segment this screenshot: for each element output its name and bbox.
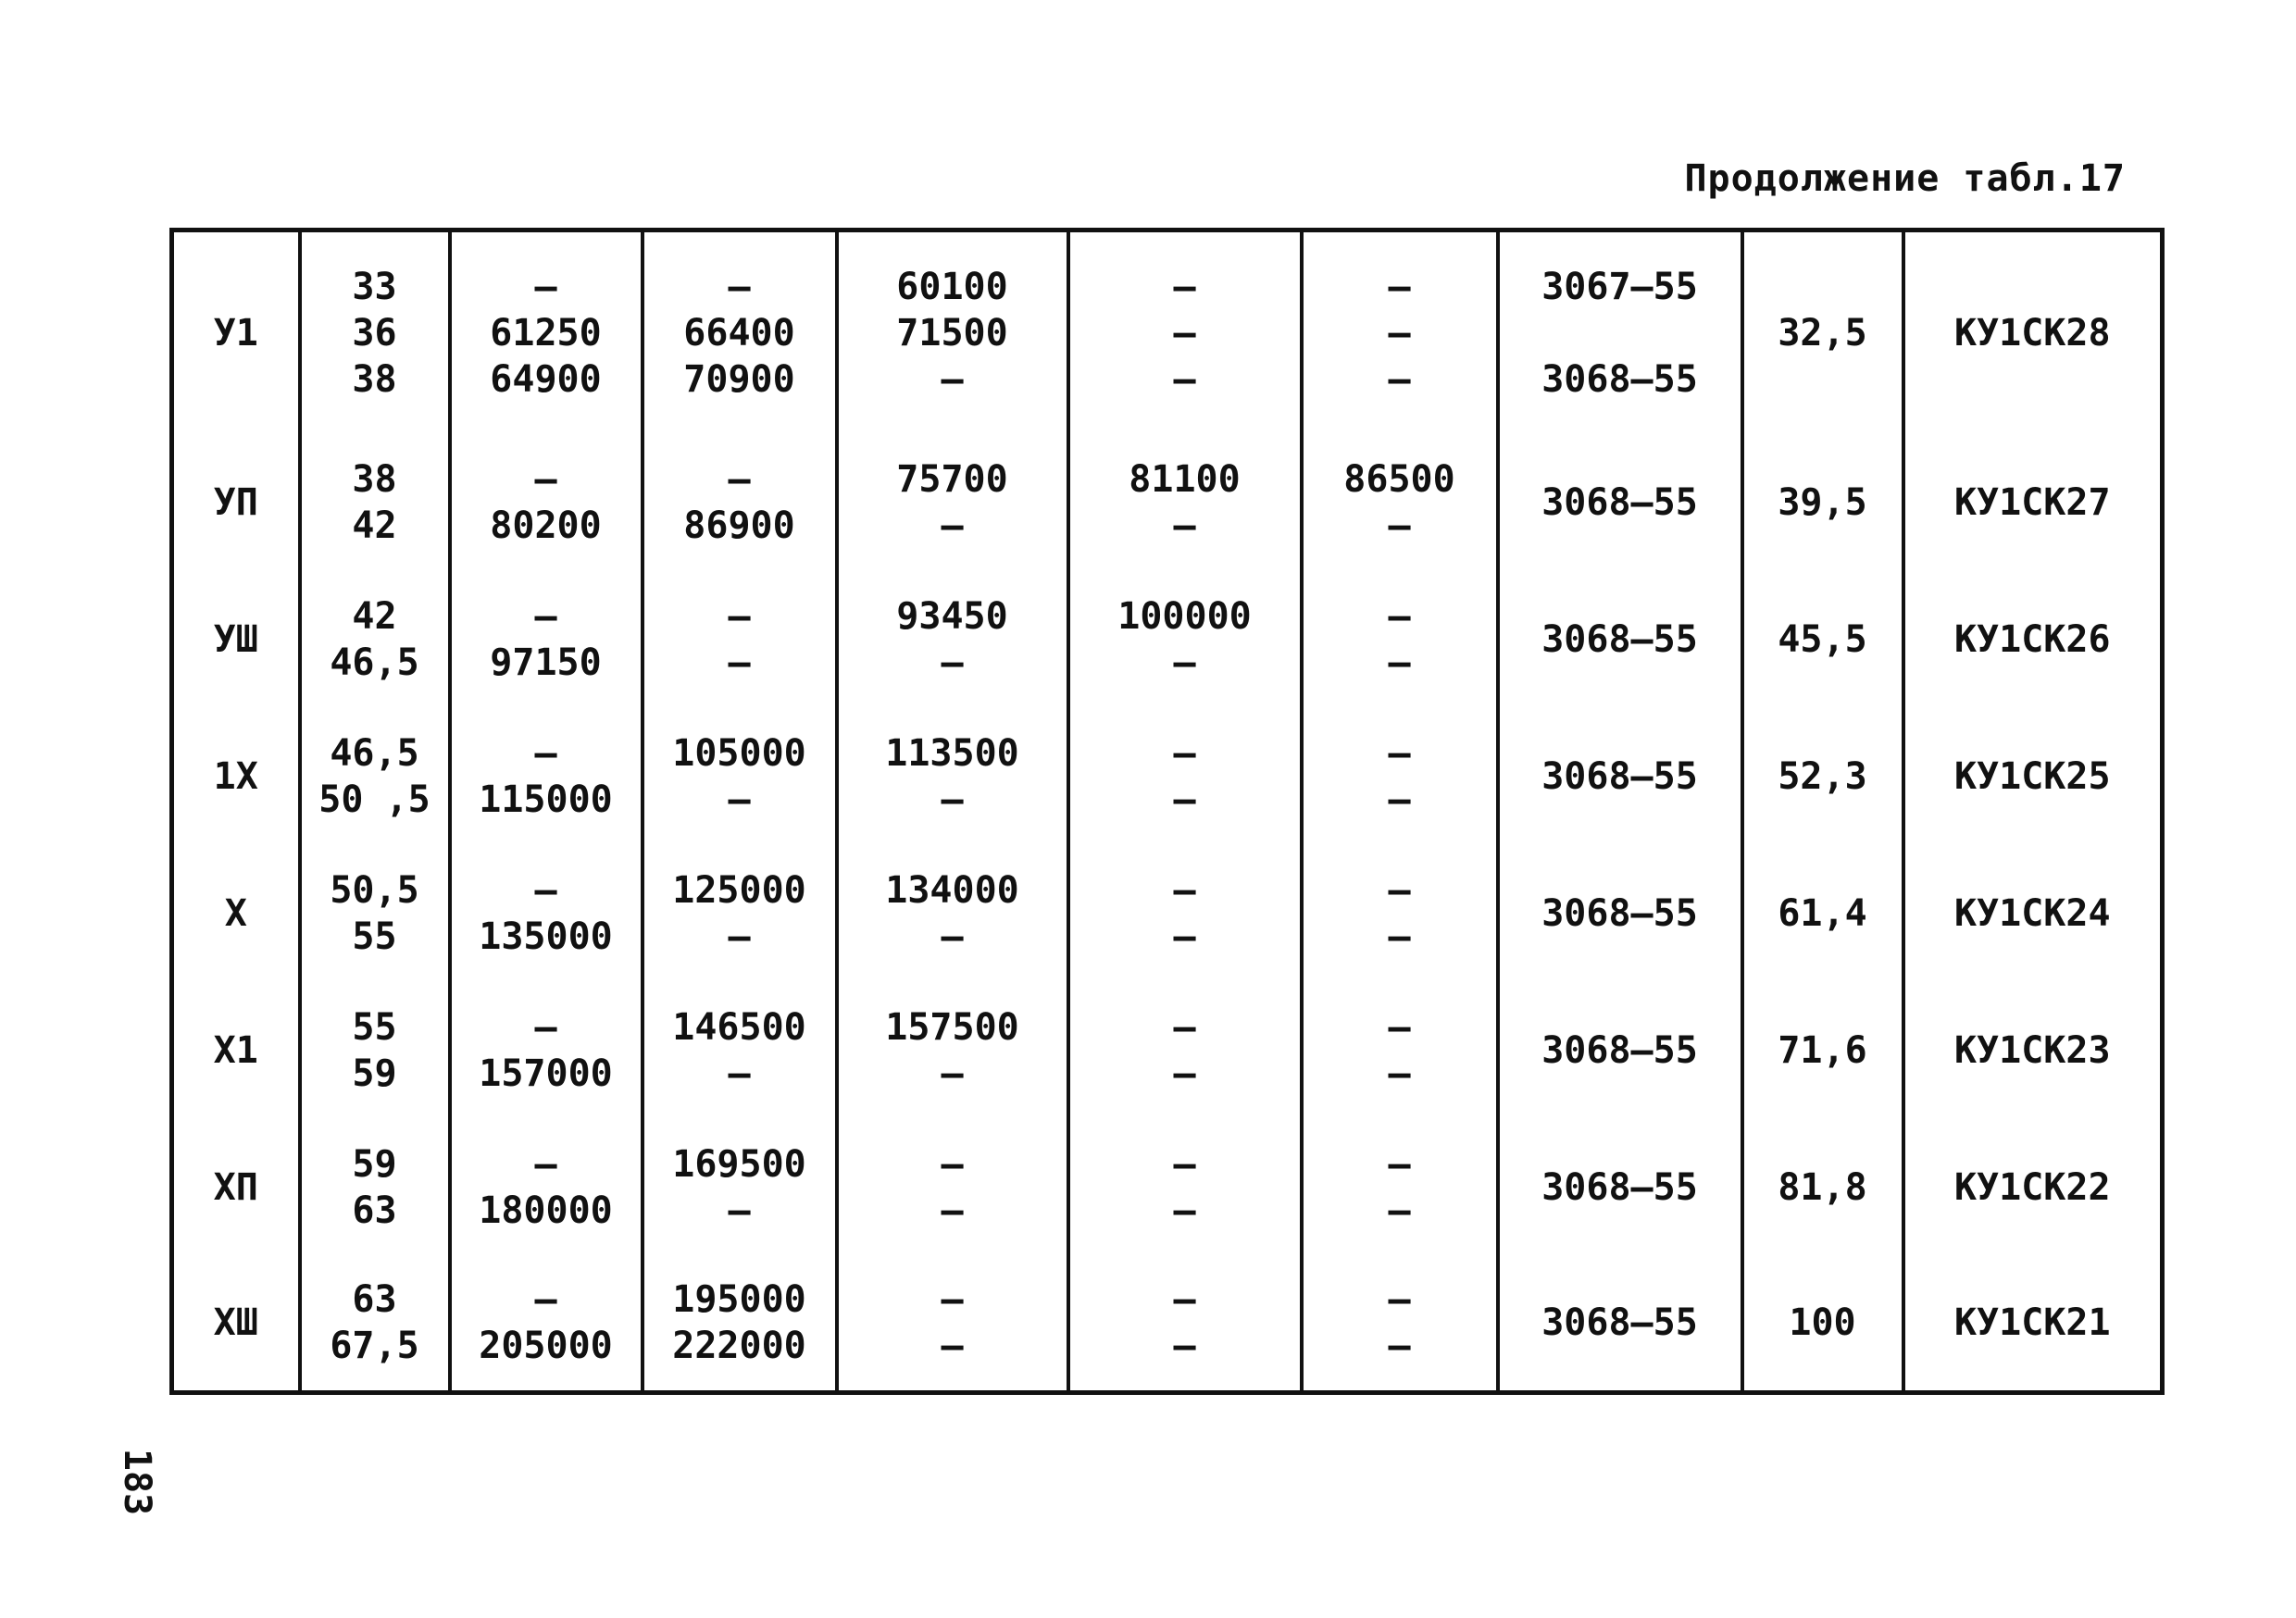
page-number: 183 (116, 1448, 159, 1516)
value-cell: 93450 – (837, 571, 1068, 708)
value-cell: – – (1302, 1119, 1498, 1256)
weight-cell: 32,5 (1742, 230, 1903, 434)
value-cell: – 80200 (450, 434, 643, 571)
value-cell: – – – (1302, 230, 1498, 434)
table-row (172, 230, 2163, 434)
table-row (172, 434, 2163, 571)
value-cell: – – (1302, 982, 1498, 1119)
value-cell: – – (1068, 1119, 1302, 1256)
value-cell: – 66400 70900 (643, 230, 837, 434)
code-cell: КУ1СК26 (1903, 571, 2163, 708)
table-row (172, 845, 2163, 982)
code-cell: КУ1СК22 (1903, 1119, 2163, 1256)
value-cell: 33 36 38 (300, 230, 450, 434)
value-cell: – – (1068, 1256, 1302, 1393)
value-cell: 60100 71500 – (837, 230, 1068, 434)
standard-cell: 3067–55 3068–55 (1498, 230, 1742, 434)
value-cell: – 135000 (450, 845, 643, 982)
weight-cell: 61,4 (1742, 845, 1903, 982)
value-cell: 113500 – (837, 708, 1068, 845)
data-table (169, 228, 2165, 1395)
value-cell: – – (643, 571, 837, 708)
value-cell: 81100 – (1068, 434, 1302, 571)
value-cell: – – (837, 1256, 1068, 1393)
standard-cell: 3068–55 (1498, 1119, 1742, 1256)
weight-cell: 52,3 (1742, 708, 1903, 845)
code-cell: КУ1СК25 (1903, 708, 2163, 845)
code-cell: КУ1СК27 (1903, 434, 2163, 571)
value-cell: 38 42 (300, 434, 450, 571)
value-cell: – 180000 (450, 1119, 643, 1256)
value-cell: – 157000 (450, 982, 643, 1119)
value-cell: – – (1302, 845, 1498, 982)
value-cell: 157500 – (837, 982, 1068, 1119)
grade-cell: ХШ (172, 1256, 300, 1393)
standard-cell: 3068–55 (1498, 434, 1742, 571)
table-row (172, 1119, 2163, 1256)
value-cell: 86500 – (1302, 434, 1498, 571)
weight-cell: 71,6 (1742, 982, 1903, 1119)
table-row (172, 982, 2163, 1119)
grade-cell: Х (172, 845, 300, 982)
value-cell: 75700 – (837, 434, 1068, 571)
value-cell: – – (1068, 708, 1302, 845)
standard-cell: 3068–55 (1498, 845, 1742, 982)
value-cell: – – (1302, 1256, 1498, 1393)
value-cell: 55 59 (300, 982, 450, 1119)
code-cell: КУ1СК28 (1903, 230, 2163, 434)
value-cell: – – (1068, 845, 1302, 982)
value-cell: – 61250 64900 (450, 230, 643, 434)
value-cell: 63 67,5 (300, 1256, 450, 1393)
weight-cell: 39,5 (1742, 434, 1903, 571)
value-cell: 105000 – (643, 708, 837, 845)
value-cell: – – (1302, 708, 1498, 845)
table-row (172, 1256, 2163, 1393)
value-cell: 59 63 (300, 1119, 450, 1256)
standard-cell: 3068–55 (1498, 708, 1742, 845)
grade-cell: У1 (172, 230, 300, 434)
value-cell: 42 46,5 (300, 571, 450, 708)
value-cell: 100000 – (1068, 571, 1302, 708)
value-cell: – 115000 (450, 708, 643, 845)
value-cell: – 205000 (450, 1256, 643, 1393)
grade-cell: ХП (172, 1119, 300, 1256)
value-cell: 195000 222000 (643, 1256, 837, 1393)
value-cell: – 97150 (450, 571, 643, 708)
standard-cell: 3068–55 (1498, 1256, 1742, 1393)
value-cell: 125000 – (643, 845, 837, 982)
value-cell: – 86900 (643, 434, 837, 571)
standard-cell: 3068–55 (1498, 571, 1742, 708)
table-row (172, 571, 2163, 708)
table-caption: Продолжение табл.17 (1684, 157, 2126, 200)
code-cell: КУ1СК24 (1903, 845, 2163, 982)
value-cell: 134000 – (837, 845, 1068, 982)
grade-cell: УШ (172, 571, 300, 708)
value-cell: 146500 – (643, 982, 837, 1119)
grade-cell: Х1 (172, 982, 300, 1119)
standard-cell: 3068–55 (1498, 982, 1742, 1119)
value-cell: 46,5 50 ,5 (300, 708, 450, 845)
grade-cell: УП (172, 434, 300, 571)
code-cell: КУ1СК23 (1903, 982, 2163, 1119)
value-cell: – – (1068, 982, 1302, 1119)
weight-cell: 45,5 (1742, 571, 1903, 708)
value-cell: 169500 – (643, 1119, 837, 1256)
grade-cell: 1Х (172, 708, 300, 845)
weight-cell: 100 (1742, 1256, 1903, 1393)
value-cell: – – (837, 1119, 1068, 1256)
code-cell: КУ1СК21 (1903, 1256, 2163, 1393)
weight-cell: 81,8 (1742, 1119, 1903, 1256)
table-row (172, 708, 2163, 845)
value-cell: 50,5 55 (300, 845, 450, 982)
value-cell: – – (1302, 571, 1498, 708)
value-cell: – – – (1068, 230, 1302, 434)
